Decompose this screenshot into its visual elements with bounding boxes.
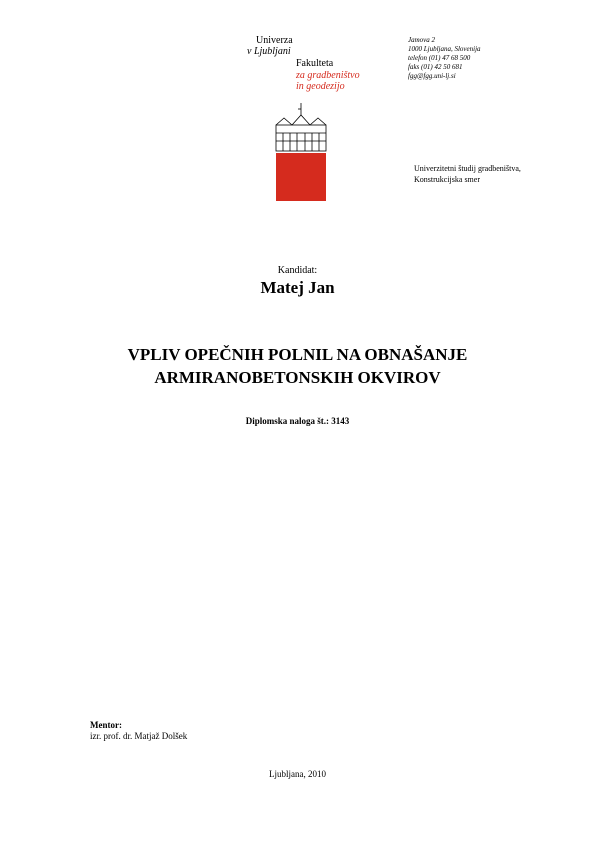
thesis-number: Diplomska naloga št.: 3143 xyxy=(245,416,350,426)
faculty-label: Fakulteta xyxy=(296,58,334,69)
university-name: Univerza xyxy=(256,35,293,46)
study-program: Univerzitetni študij gradbeništva, xyxy=(414,164,521,173)
mentor-label: Mentor: xyxy=(90,720,122,730)
address-email: fgg@fgg.uni-lj.si xyxy=(408,72,456,80)
address-city: 1000 Ljubljana, Slovenija xyxy=(408,45,481,53)
thesis-title-line1: VPLIV OPEČNIH POLNIL NA OBNAŠANJE xyxy=(127,345,468,364)
address-street: Jamova 2 xyxy=(408,36,436,44)
address-fax: faks (01) 42 50 681 xyxy=(408,63,463,71)
candidate-name: Matej Jan xyxy=(260,278,335,297)
faculty-name-line2: in geodezijo xyxy=(296,81,345,92)
place-date: Ljubljana, 2010 xyxy=(269,769,326,779)
address-phone: telefon (01) 47 68 500 xyxy=(408,54,471,62)
study-direction: Konstrukcijska smer xyxy=(414,175,480,184)
mentor-name: izr. prof. dr. Matjaž Dolšek xyxy=(90,731,188,741)
candidate-label: Kandidat: xyxy=(277,265,318,276)
faculty-logo-icon xyxy=(274,103,328,201)
faculty-name-line1: za gradbeništvo xyxy=(296,70,360,81)
thesis-title-line2: ARMIRANOBETONSKIH OKVIROV xyxy=(154,368,441,387)
university-city: v Ljubljani xyxy=(247,46,291,57)
